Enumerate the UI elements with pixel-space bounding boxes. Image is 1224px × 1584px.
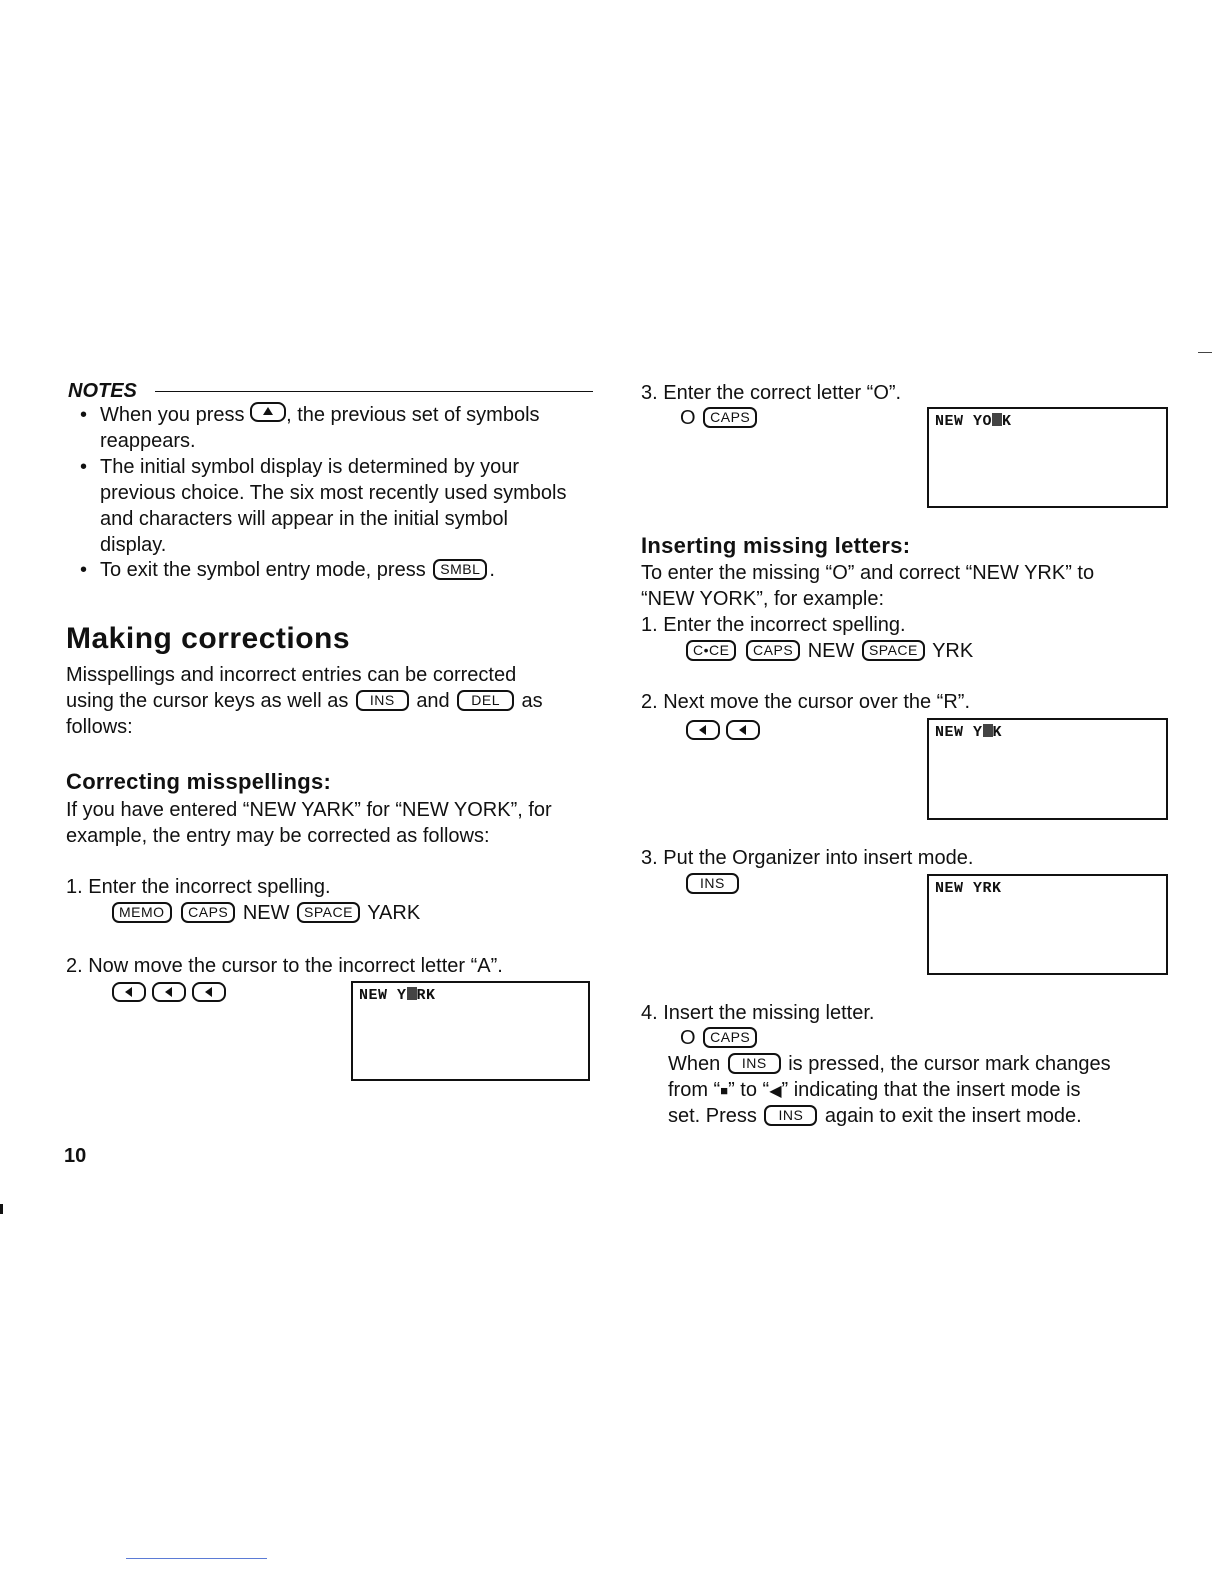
left-arrow-key-icon xyxy=(112,982,146,1002)
inserting-step-2: 2. Next move the cursor over the “R”. xyxy=(641,691,971,713)
right-step-3-keys: O CAPS xyxy=(680,405,759,431)
memo-key-icon: MEMO xyxy=(112,902,172,923)
inserting-step-4-keys: O CAPS xyxy=(680,1025,759,1051)
cursor-block-icon xyxy=(992,413,1002,426)
notes-bullet-2-cont: display. xyxy=(100,534,167,556)
cursor-block-icon xyxy=(407,987,417,1000)
making-para: using the cursor keys as well as INS and DEL as xyxy=(66,690,543,712)
left-arrow-keys xyxy=(112,982,232,1007)
ins-key-icon: INS xyxy=(686,873,739,894)
edge-mark xyxy=(0,1204,3,1214)
cursor-block-icon xyxy=(983,724,993,737)
ins-key-icon: INS xyxy=(356,690,409,711)
notes-bullet-2: • The initial symbol display is determined by your xyxy=(100,454,519,480)
page-number: 10 xyxy=(64,1145,87,1167)
inserting-intro: To enter the missing “O” and correct “NEW YRK” to xyxy=(641,562,1095,584)
inserting-step-1-keys: C•CE CAPS NEW SPACE YRK xyxy=(684,638,973,664)
inserting-step-3: 3. Put the Organizer into insert mode. xyxy=(641,847,974,869)
caps-key-icon: CAPS xyxy=(703,1027,757,1048)
bottom-rule xyxy=(126,1558,267,1559)
inserting-intro: “NEW YORK”, for example: xyxy=(641,588,885,610)
block-cursor-icon: ■ xyxy=(720,1083,729,1098)
left-arrow-key-icon xyxy=(192,982,226,1002)
inserting-step-1: 1. Enter the incorrect spelling. xyxy=(641,614,906,636)
making-para: Misspellings and incorrect entries can be corrected xyxy=(66,664,517,686)
inserting-step-4: 4. Insert the missing letter. xyxy=(641,1002,875,1024)
insert-explain: from “■” to “◀” indicating that the insert mode is xyxy=(668,1079,1081,1101)
left-arrow-key-icon xyxy=(726,720,760,740)
ins-key-icon: INS xyxy=(728,1053,781,1074)
caps-key-icon: CAPS xyxy=(181,902,235,923)
space-key-icon: SPACE xyxy=(862,640,925,661)
del-key-icon: DEL xyxy=(457,690,514,711)
notes-heading: NOTES xyxy=(68,380,137,402)
lcd-screen-yrk-insert: NEW YRK xyxy=(927,874,1168,975)
inserting-heading: Inserting missing letters: xyxy=(641,533,911,558)
correcting-intro: example, the entry may be corrected as follows: xyxy=(66,825,490,847)
left-arrow-keys xyxy=(686,720,766,745)
insert-cursor-icon: ◀ xyxy=(769,1083,782,1100)
correcting-heading: Correcting misspellings: xyxy=(66,769,332,794)
lcd-screen-yark: NEW Y RK xyxy=(351,981,590,1081)
correcting-intro: If you have entered “NEW YARK” for “NEW YORK”, for xyxy=(66,799,552,821)
notes-rule xyxy=(155,391,593,392)
left-arrow-key-icon xyxy=(152,982,186,1002)
right-step-3: 3. Enter the correct letter “O”. xyxy=(641,382,902,404)
ins-key-icon: INS xyxy=(764,1105,817,1126)
space-key-icon: SPACE xyxy=(297,902,360,923)
correcting-step-1: 1. Enter the incorrect spelling. xyxy=(66,876,331,898)
cce-key-icon: C•CE xyxy=(686,640,736,661)
edge-mark xyxy=(1198,352,1212,353)
up-arrow-key-icon xyxy=(250,402,286,422)
lcd-screen-york: NEW YO K xyxy=(927,407,1168,508)
smbl-key-icon: SMBL xyxy=(433,559,487,580)
making-corrections-title: Making corrections xyxy=(66,622,351,655)
left-arrow-key-icon xyxy=(686,720,720,740)
making-para: follows: xyxy=(66,716,133,738)
insert-explain: set. Press INS again to exit the insert mode. xyxy=(668,1105,1082,1127)
notes-bullet-1: • When you press , the previous set of symbols xyxy=(100,402,540,428)
caps-key-icon: CAPS xyxy=(746,640,800,661)
lcd-screen-yrk-cursor: NEW Y K xyxy=(927,718,1168,820)
inserting-step-3-keys xyxy=(684,871,741,897)
notes-bullet-2-cont: previous choice. The six most recently used symbols xyxy=(100,482,567,504)
notes-bullet-2-cont: and characters will appear in the initial symbol xyxy=(100,508,508,530)
notes-bullet-1-cont: reappears. xyxy=(100,430,196,452)
insert-explain: When INS is pressed, the cursor mark changes xyxy=(668,1053,1111,1075)
correcting-step-2: 2. Now move the cursor to the incorrect letter “A”. xyxy=(66,955,503,977)
notes-bullet-3: • To exit the symbol entry mode, press SMBL . xyxy=(100,557,495,583)
correcting-step-1-keys: MEMO CAPS NEW SPACE YARK xyxy=(110,900,420,926)
caps-key-icon: CAPS xyxy=(703,407,757,428)
